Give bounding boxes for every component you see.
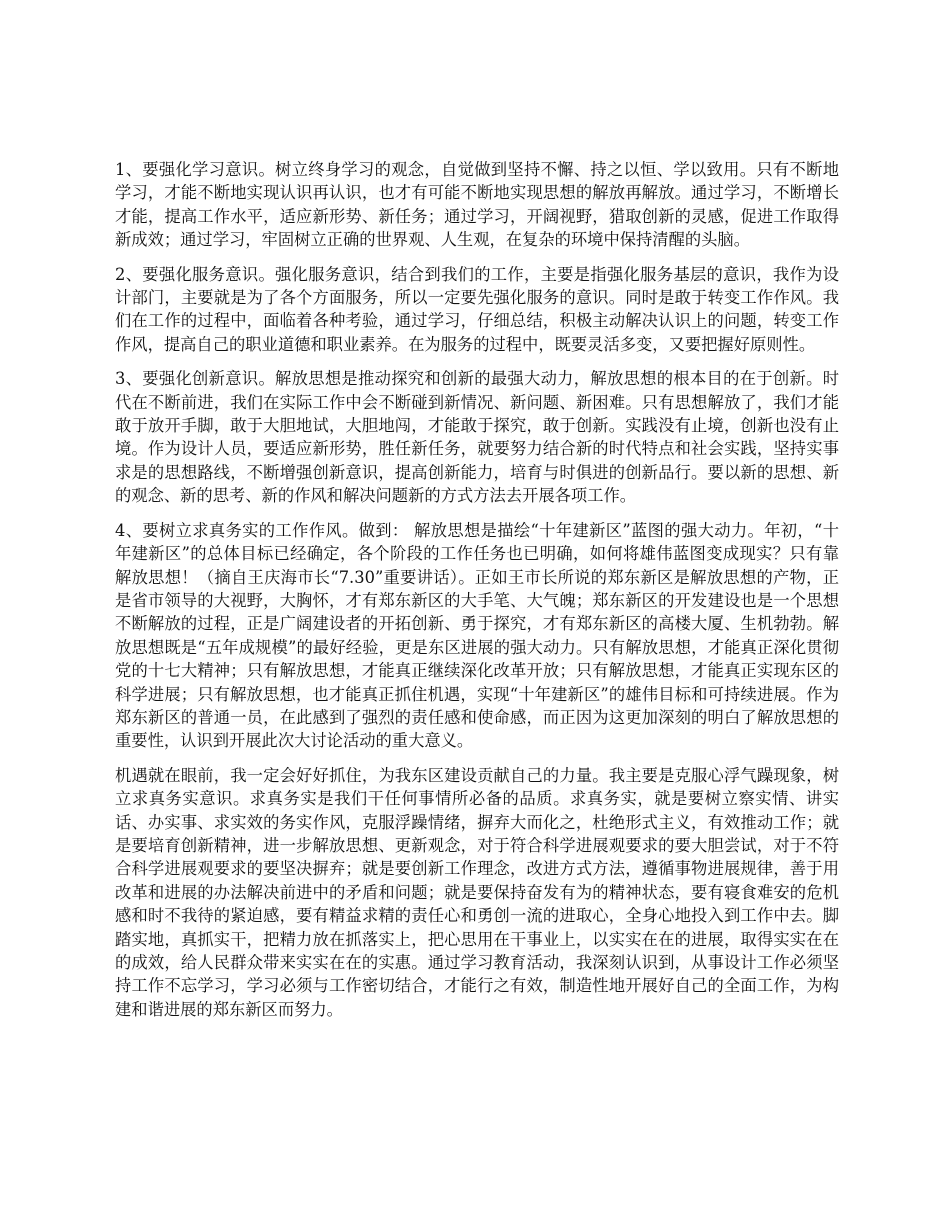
document-body [115,158,839,1032]
paragraph-5: 机遇就在眼前，我一定会好好抓住，为我东区建设贡献自己的力量。我主要是克服心浮气躁现象，树立求真务实意识。求真务实是我们干任何事情所必备的品质。求真务实，就是要树立察实情、讲实话、办实事、求实效的务实作风，克服浮躁情绪，摒弃大而化之，杜绝形式主义，有效推动工作；就是要培育创新精神，进一步解放思想、更新观念，对于符合科学进展观要求的要大胆尝试，对于不符合科学进展观要求的要坚决摒弃；就是要创新工作理念，改进方式方法，遵循事物进展规律，善于用改革和进展的办法解决前进中的矛盾和问题；就是要保持奋发有为的精神状态，要有寝食难安的危机感和时不我待的紧迫感，要有精益求精的责任心和勇创一流的进取心，全身心地投入到工作中去。脚踏实地，真抓实干，把精力放在抓落实上，把心思用在干事业上，以实实在在的进展，取得实实在在的成效，给人民群众带来实实在在的实惠。通过学习教育活动，我深刻认识到，从事设计工作必须坚持工作不忘学习，学习必须与工作密切结合，才能行之有效，制造性地开展好自己的全面工作，为构建和谐进展的郑东新区而努力。 [115,765,839,1019]
paragraph-1: 1、要强化学习意识。树立终身学习的观念，自觉做到坚持不懈、持之以恒、学以致用。只有不断地学习，才能不断地实现认识再认识，也才有可能不断地实现思想的解放再解放。通过学习，不断增长才能，提高工作水平，适应新形势、新任务；通过学习，开阔视野，猎取创新的灵感，促进工作取得新成效；通过学习，牢固树立正确的世界观、人生观，在复杂的环境中保持清醒的头脑。 [115,160,839,250]
paragraph-2: 2、要强化服务意识。强化服务意识，结合到我们的工作，主要是指强化服务基层的意识，我作为设计部门，主要就是为了各个方面服务，所以一定要先强化服务的意识。同时是敢于转变工作作风。我们在工作的过程中，面临着各种考验，通过学习，仔细总结，积极主动解决认识上的问题，转变工作作风，提高自己的职业道德和职业素养。在为服务的过程中，既要灵活多变，又要把握好原则性。 [115,264,839,354]
paragraph-4: 4、要树立求真务实的工作作风。做到： 解放思想是描绘“十年建新区”蓝图的强大动力。年初，“十年建新区”的总体目标已经确定，各个阶段的工作任务也已明确，如何将雄伟蓝图变成现实？只有靠解放思想！（摘自王庆海市长“7.30”重要讲话）。正如王市长所说的郑东新区是解放思想的产物，正是省市领导的大视野，大胸怀，才有郑东新区的大手笔、大气魄；郑东新区的开发建设也是一个思想不断解放的过程，正是广阔建设者的开拓创新、勇于探究，才有郑东新区的高楼大厦、生机勃勃。解放思想既是“五年成规模”的最好经验，更是东区进展的强大动力。只有解放思想，才能真正深化贯彻党的十七大精神；只有解放思想，才能真正继续深化改革开放；只有解放思想，才能真正实现东区的科学进展；只有解放思想，也才能真正抓住机遇，实现“十年建新区”的雄伟目标和可持续进展。作为郑东新区的普通一员，在此感到了强烈的责任感和使命感，而正因为这更加深刻的明白了解放思想的重要性，认识到开展此次大讨论活动的重大意义。 [115,520,839,751]
paragraph-3: 3、要强化创新意识。解放思想是推动探究和创新的最强大动力，解放思想的根本目的在于创新。时代在不断前进，我们在实际工作中会不断碰到新情况、新问题、新困难。只有思想解放了，我们才能敢于放开手脚，敢于大胆地试，大胆地闯，才能敢于探究，敢于创新。实践没有止境，创新也没有止境。作为设计人员，要适应新形势，胜任新任务，就要努力结合新的时代特点和社会实践，坚持实事求是的思想路线，不断增强创新意识，提高创新能力，培育与时俱进的创新品行。要以新的思想、新的观念、新的思考、新的作风和解决问题新的方式方法去开展各项工作。 [115,369,839,506]
